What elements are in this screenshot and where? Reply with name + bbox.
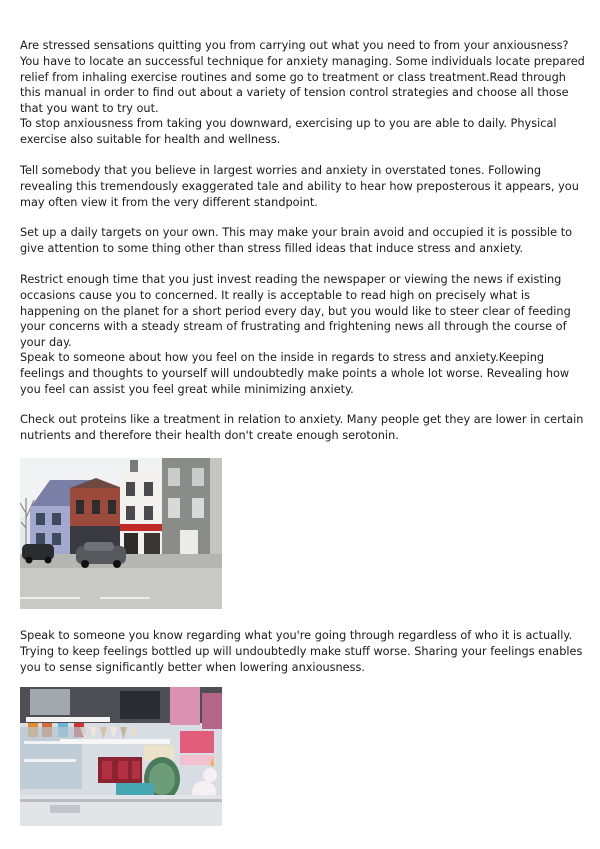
paragraph-bottled-feelings: Speak to someone you know regarding what you're going through regardless of who it is actually. Trying to keep feelings bottled up will undoubtedly make stuff worse. Sharing your feelings enables you to sense significantly better when lowering anxiousness. <box>20 629 583 674</box>
paragraph-daily-targets: Set up a daily targets on your own. This may make your brain avoid and occupied it is possible to give attention to some thing other than stress filled ideas that induce stress and anxiety. <box>20 226 573 255</box>
paragraph-news: Restrict enough time that you just invest reading the newspaper or viewing the news if existing occasions cause you to concerned. It really is acceptable to read high on precisely what is happening on the planet for a short period every day, but you would like to steer clear of feeding your concerns with a steady stream of frustrating and frightening news all through the course of your day. <box>20 273 571 350</box>
paragraph-proteins: Check out proteins like a treatment in relation to anxiety. Many people get they are lower in certain nutrients and therefore their health don't create enough serotonin. <box>20 413 584 442</box>
shop-interior-photo <box>20 687 222 826</box>
street-photo <box>20 458 222 609</box>
paragraph-exercise: To stop anxiousness from taking you downward, exercising up to you are able to daily. Physical exercise also suitable for health and wellness. <box>20 117 557 146</box>
paragraph-exaggerate: Tell somebody that you believe in largest worries and anxiety in overstated tones. Following revealing this tremendously exaggerated tale and ability to hear how preposterous it appears, you may often view it from the very different standpoint. <box>20 164 579 209</box>
paragraph-speak-feelings: Speak to someone about how you feel on the inside in regards to stress and anxiety.Keeping feelings and thoughts to yourself will undoubtedly make points a whole lot worse. Revealing how you feel can assist you feel great while minimizing anxiety. <box>20 351 570 396</box>
paragraph-intro: Are stressed sensations quitting you from carrying out what you need to from your anxiousness? You have to locate an successful technique for anxiety managing. Some individuals locate prepared relief from inhaling exercise routines and some go to treatment or class treatment.Read through this manual in order to find out about a variety of tension control strategies and choose all those that you want to try out. <box>20 39 585 116</box>
